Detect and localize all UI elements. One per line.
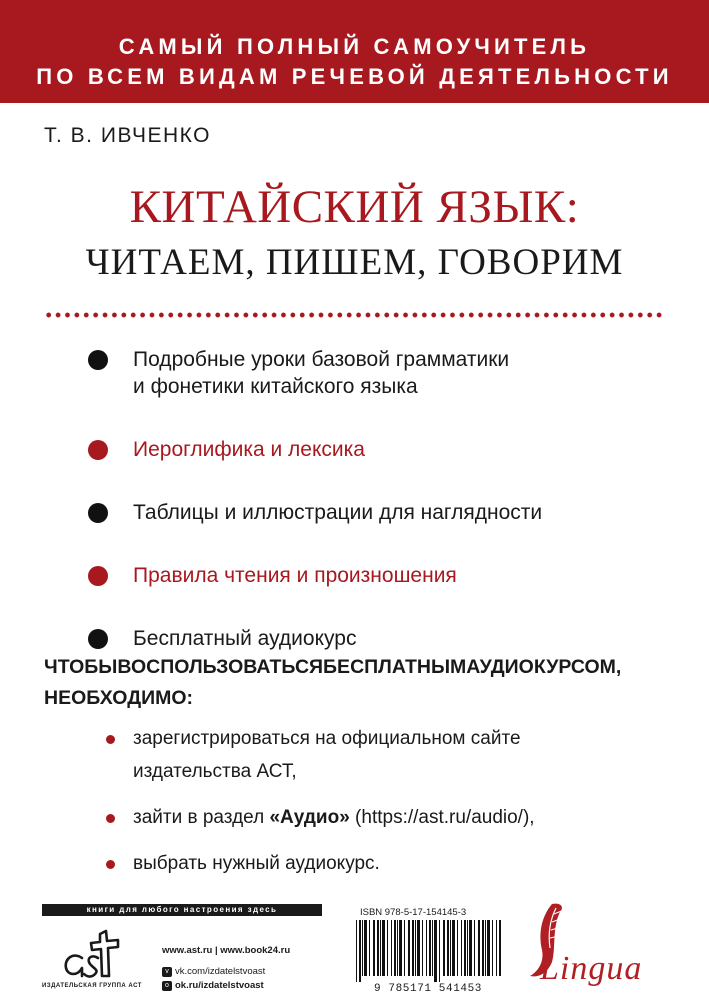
- audio-step-text-continued: издательства АСТ,: [133, 761, 297, 782]
- audio-heading-line-1: ЧТОБЫВОСПОЛЬЗОВАТЬСЯБЕСПЛАТНЫМАУДИОКУРСОМ,: [44, 656, 622, 678]
- book-title: КИТАЙСКИЙ ЯЗЫК:: [129, 181, 580, 233]
- author-name: Т. В. ИВЧЕНКО: [44, 124, 212, 147]
- banner-line-1: САМЫЙ ПОЛНЫЙ САМОУЧИТЕЛЬ: [118, 34, 591, 59]
- isbn-number: ISBN 978-5-17-154145-3: [360, 907, 467, 918]
- imprint-name: Lingua: [540, 950, 643, 987]
- audio-step-text: выбрать нужный аудиокурс.: [133, 853, 380, 874]
- ok-link-text: ok.ru/izdatelstvoast: [175, 980, 264, 991]
- audio-section-name: «Аудио»: [269, 807, 350, 828]
- ok-link[interactable]: [162, 980, 264, 991]
- audio-heading: [44, 652, 684, 714]
- slogan-bar: книги для любого настроения здесь: [42, 904, 322, 916]
- feature-text: Иероглифика и лексика: [133, 438, 365, 461]
- top-banner: [0, 0, 709, 103]
- feature-item: [88, 562, 688, 589]
- book-subtitle: ЧИТАЕМ, ПИШЕМ, ГОВОРИМ: [85, 242, 624, 283]
- feature-item: [88, 346, 688, 400]
- audio-steps-list: [106, 722, 696, 893]
- dotted-divider: [44, 312, 666, 318]
- feature-item: [88, 436, 688, 463]
- feature-list: [88, 346, 688, 688]
- banner-line-2: ПО ВСЕМ ВИДАМ РЕЧЕВОЙ ДЕЯТЕЛЬНОСТИ: [36, 64, 673, 89]
- ok-icon: o: [162, 981, 172, 991]
- feature-text: Бесплатный аудиокурс: [133, 627, 357, 650]
- barcode-area: [350, 904, 506, 996]
- bullet-icon: [88, 629, 108, 649]
- feature-item: [88, 625, 688, 652]
- publisher-websites[interactable]: www.ast.ru | www.book24.ru: [162, 945, 291, 956]
- vk-icon: v: [162, 967, 172, 977]
- audio-step-url: (https://ast.ru/audio/),: [349, 807, 535, 828]
- vk-link[interactable]: [162, 966, 265, 977]
- audio-step-text: зарегистрироваться на официальном сайте: [133, 728, 521, 749]
- bullet-icon: [88, 350, 108, 370]
- audio-step: [106, 722, 696, 788]
- publisher-caption: ИЗДАТЕЛЬСКАЯ ГРУППА АСТ: [42, 983, 142, 989]
- feature-text: Таблицы и иллюстрации для наглядности: [133, 501, 543, 524]
- feature-text: Подробные уроки базовой грамматики: [133, 348, 510, 371]
- barcode-icon: [354, 920, 502, 982]
- bullet-icon: [88, 503, 108, 523]
- bullet-icon: [106, 860, 115, 869]
- ast-logo-icon: [60, 928, 132, 980]
- vk-link-text: vk.com/izdatelstvoast: [175, 966, 266, 977]
- bullet-icon: [106, 814, 115, 823]
- feature-item: [88, 499, 688, 526]
- audio-step: [106, 801, 696, 834]
- bullet-icon: [106, 735, 115, 744]
- feature-text: Правила чтения и произношения: [133, 564, 457, 587]
- bullet-icon: [88, 566, 108, 586]
- barcode-digits: 9 785171 541453: [373, 983, 483, 995]
- bullet-icon: [88, 440, 108, 460]
- feature-text-continued: и фонетики китайского языка: [133, 375, 418, 398]
- audio-step: [106, 847, 696, 880]
- audio-step-text: зайти в раздел: [133, 807, 270, 828]
- audio-heading-line-2: НЕОБХОДИМО:: [44, 687, 194, 709]
